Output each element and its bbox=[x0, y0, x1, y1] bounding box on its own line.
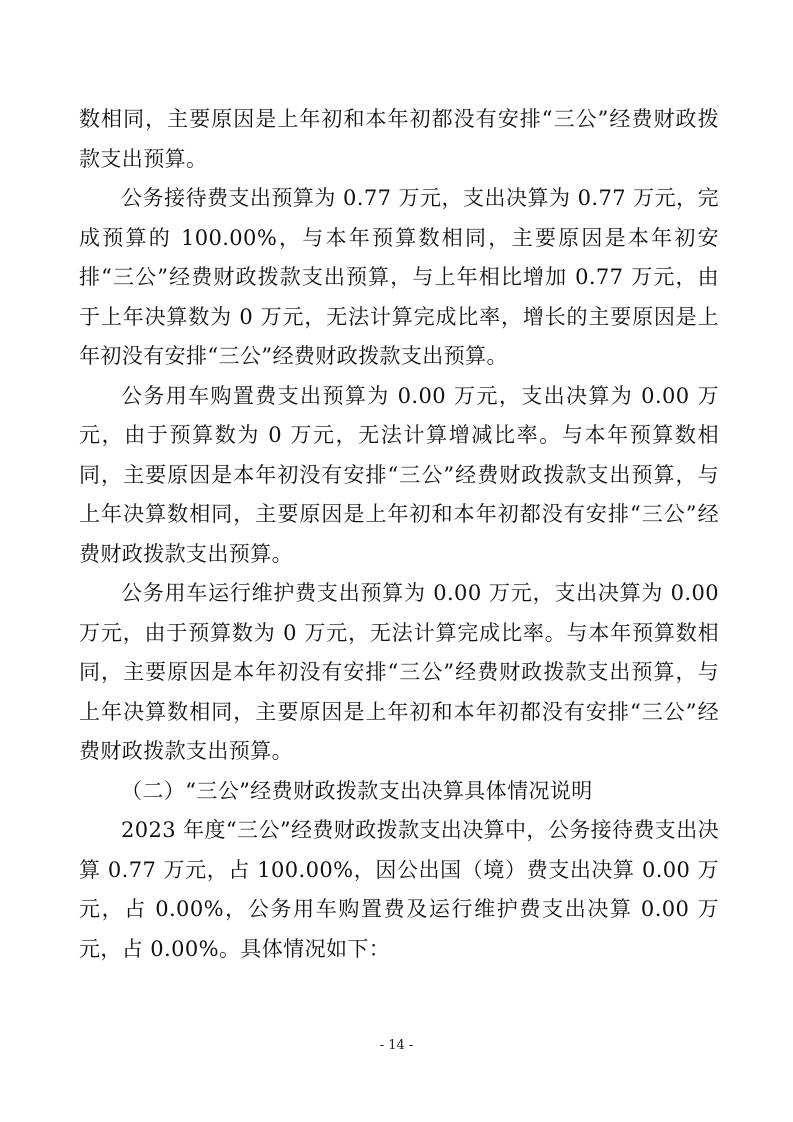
document-body bbox=[79, 100, 719, 969]
paragraph-2023-summary: 2023 年度“三公”经费财政拨款支出决算中，公务接待费支出决算 0.77 万元，占 100.00%，因公出国（境）费支出决算 0.00 万元，占 0.00%，公务用车购置费及运行维护费支出决算 0.00 万元，占 0.00%。具体情况如下： bbox=[79, 818, 719, 961]
paragraph-vehicle-operation: 公务用车运行维护费支出预算为 0.00 万元，支出决算为 0.00 万元，由于预算数为 0 万元，无法计算完成比率。与本年预算数相同，主要原因是本年初没有安排“三公”经费财政拨款支出预算，与上年决算数相同，主要原因是上年初和本年初都没有安排“三公”经费财政拨款支出预算。 bbox=[79, 581, 719, 763]
section-heading: （二）“三公”经费财政拨款支出决算具体情况说明 bbox=[121, 778, 593, 803]
paragraph-vehicle-purchase: 公务用车购置费支出预算为 0.00 万元，支出决算为 0.00 万元，由于预算数为 0 万元，无法计算增减比率。与本年预算数相同，主要原因是本年初没有安排“三公”经费财政拨款支出预算，与上年决算数相同，主要原因是上年初和本年初都没有安排“三公”经费财政拨款支出预算。 bbox=[79, 383, 719, 566]
page-number: - 14 - bbox=[379, 1038, 414, 1053]
paragraph-continuation: 数相同，主要原因是上年初和本年初都没有安排“三公”经费财政拨款支出预算。 bbox=[79, 107, 719, 171]
paragraph-reception-expense: 公务接待费支出预算为 0.77 万元，支出决算为 0.77 万元，完成预算的 100.00%，与本年预算数相同，主要原因是本年初安排“三公”经费财政拨款支出预算，与上年相比增加 0.77 万元，由于上年决算数为 0 万元，无法计算完成比率，增长的主要原因是上年初没有安排“三公”经费财政拨款支出预算。 bbox=[79, 186, 719, 368]
